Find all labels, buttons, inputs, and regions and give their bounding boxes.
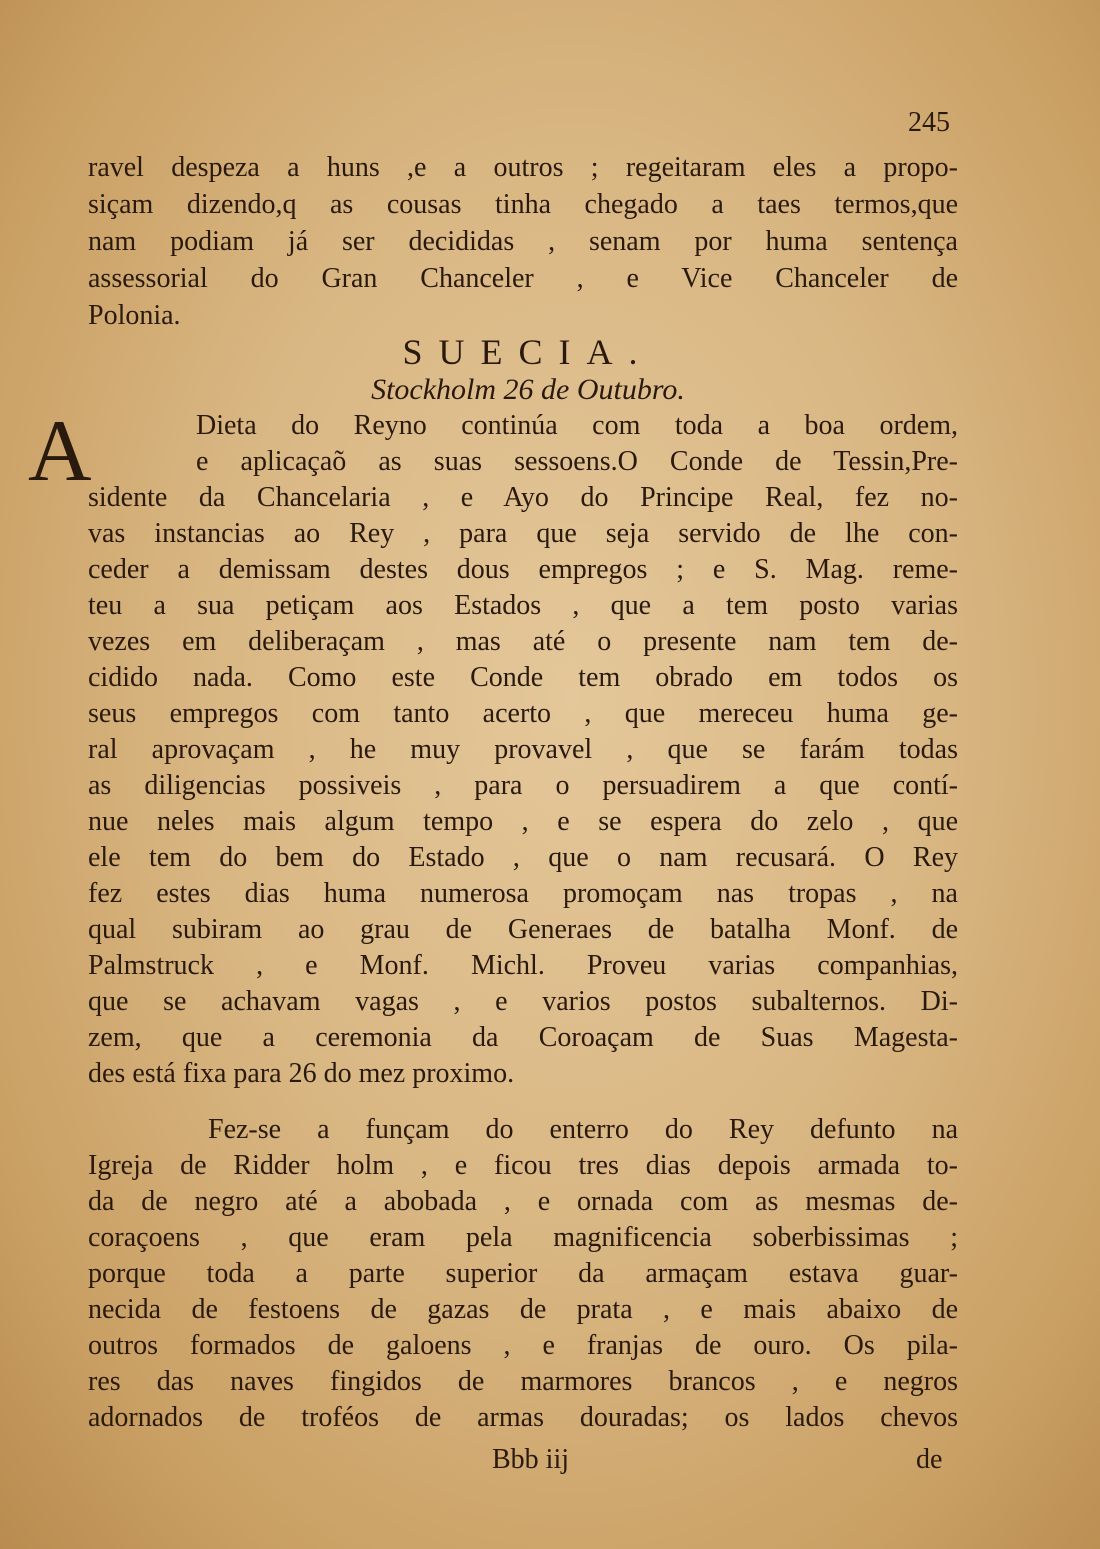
text-line: ele tem do bem do Estado , que o nam recusará. O Rey [88, 842, 958, 873]
text-line: outros formados de galoens , e franjas de ouro. Os pila- [88, 1330, 958, 1361]
text-line: assessorial do Gran Chanceler , e Vice Chanceler de [88, 263, 958, 294]
text-line: nue neles mais algum tempo , e se espera do zelo , que [88, 806, 958, 837]
text-line: Palmstruck , e Monf. Michl. Proveu varias companhias, [88, 950, 958, 981]
text-line: Fez-se a funçam do enterro do Rey defunto na [208, 1114, 958, 1145]
text-line: cidido nada. Como este Conde tem obrado em todos os [88, 662, 958, 693]
text-line: des está fixa para 26 do mez proximo. [88, 1058, 515, 1089]
text-line: zem, que a ceremonia da Coroaçam de Suas Magesta- [88, 1022, 958, 1053]
text-line: Dieta do Reyno continúa com toda a boa ordem, [196, 410, 958, 441]
text-line: Igreja de Ridder holm , e ficou tres dias depois armada to- [88, 1150, 958, 1181]
text-line: sidente da Chancelaria , e Ayo do Principe Real, fez no- [88, 482, 958, 513]
text-line: da de negro até a abobada , e ornada com as mesmas de- [88, 1186, 958, 1217]
section-title: SUECIA. [402, 332, 654, 372]
text-line: e aplicaçaõ as suas sessoens.O Conde de Tessin,Pre- [196, 446, 958, 477]
signature-mark: Bbb iij [492, 1444, 570, 1475]
text-line: teu a sua petiçam aos Estados , que a tem posto varias [88, 590, 958, 621]
text-line: vas instancias ao Rey , para que seja servido de lhe con- [88, 518, 958, 549]
catchword: de [916, 1444, 943, 1475]
text-line: nam podiam já ser decididas , senam por huma sentença [88, 226, 958, 257]
text-line: qual subiram ao grau de Generaes de batalha Monf. de [88, 914, 958, 945]
text-line: vezes em deliberaçam , mas até o presente nam tem de- [88, 626, 958, 657]
page-number: 245 [908, 107, 950, 138]
text-line: res das naves fingidos de marmores brancos , e negros [88, 1366, 958, 1397]
text-line: siçam dizendo,q as cousas tinha chegado a taes termos,que [88, 189, 958, 220]
text-line: adornados de troféos de armas douradas; os lados chevos [88, 1402, 958, 1433]
text-line: ceder a demissam destes dous empregos ; e S. Mag. reme- [88, 554, 958, 585]
text-line: fez estes dias huma numerosa promoçam nas tropas , na [88, 878, 958, 909]
text-line: as diligencias possiveis , para o persuadirem a que contí- [88, 770, 958, 801]
text-line: seus empregos com tanto acerto , que mereceu huma ge- [88, 698, 958, 729]
text-line: necida de festoens de gazas de prata , e mais abaixo de [88, 1294, 958, 1325]
drop-cap: A [28, 403, 92, 500]
text-line: Polonia. [88, 300, 181, 331]
dateline: Stockholm 26 de Outubro. [371, 373, 685, 406]
text-line: ravel despeza a huns ,e a outros ; regeitaram eles a propo- [88, 152, 958, 183]
text-line: ral aprovaçam , he muy provavel , que se farám todas [88, 734, 958, 765]
text-line: coraçoens , que eram pela magnificencia soberbissimas ; [88, 1222, 958, 1253]
text-line: que se achavam vagas , e varios postos subalternos. Di- [88, 986, 958, 1017]
text-line: porque toda a parte superior da armaçam estava guar- [88, 1258, 958, 1289]
